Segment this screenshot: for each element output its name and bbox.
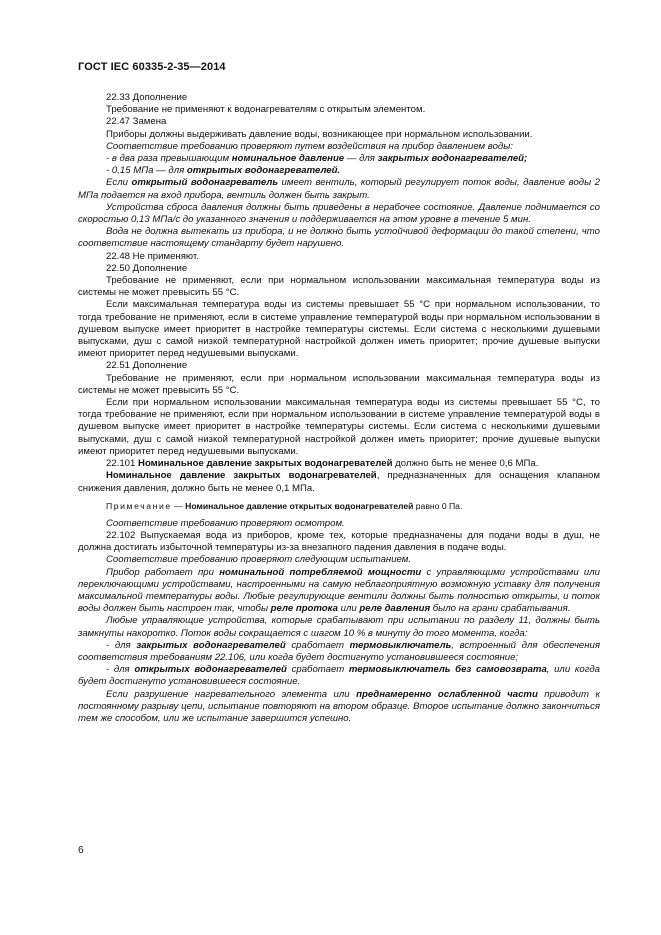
paragraph: Если максимальная температура воды из системы превышает 55 °С при нормальном использовании, то тогда требование не применяют, если в системе управление температурой воды при нормальном использовании в душевом выпуске имеет приоритет в настройке температуры системы. Если система с несколькими душевыми выпусками, душ с самой низкой температурной настройкой должен иметь приоритет; прочие душевые выпуски имеют приоритет перед недушевыми выпусками. [78, 299, 600, 360]
section-22-48-heading: 22.48 Не применяют. [106, 250, 199, 262]
section-22-102-text: 22.102 Выпускаемая вода из приборов, кроме тех, которые предназначены для подачи воды в душ, не должна достигать избыточной температуры из-за внезапного падения давления в подаче воды. [78, 529, 600, 554]
section-22-33-heading: 22.33 Дополнение [106, 92, 188, 103]
paragraph: Номинальное давление закрытых водонагревателей, предназначенных для оснащения клапаном снижения давления, должно быть не менее 0,1 МПа. [78, 470, 600, 494]
paragraph: Вода не должна вытекать из прибора, и не должно быть устойчивой деформации до такой степени, что соответствие настоящему стандарту будет нарушено. [78, 226, 600, 250]
paragraph: Соответствие требованию проверяют осмотром. [106, 517, 345, 529]
section-22-51-text: Требование не применяют, если при нормальном использовании максимальная температура воды из системы не может превысить 55 °С. [78, 372, 600, 396]
list-item: - для закрытых водонагревателей сработает термовыключатель, встроенный для обеспечения соответствия требованиям 22.106, или когда будет достигнуто установившееся состояние; [78, 639, 601, 663]
list-item: - 0,15 МПа — для открытых водонагревателей. [106, 165, 341, 177]
section-22-33-text: Требование не применяют к водонагревателям с открытым элементом. [106, 104, 426, 116]
paragraph: Любые управляющие устройства, которые срабатывают при испытании по разделу 11, должны быть замкнуты накоротко. Поток воды сокращается с шагом 10 % в минуту до того момента, когда: [78, 615, 600, 639]
page-number: 6 [78, 845, 84, 856]
paragraph: Если открытый водонагреватель имеет вентиль, который регулирует поток воды, давление воды 2 МПа подается на вход прибора, вентиль должен быть закрыт. [78, 177, 600, 201]
section-22-47-text: Приборы должны выдерживать давление воды, возникающее при нормальном использовании. [106, 128, 533, 140]
list-item: - для открытых водонагревателей сработает термовыключатель без самовозврата, или когда будет достигнуто установившееся состояние. [78, 664, 600, 688]
document-body [78, 92, 600, 725]
section-22-50-text: Требование не применяют, если при нормальном использовании максимальная температура воды из системы не может превысить 55 °С. [78, 275, 600, 299]
paragraph: Прибор работает при номинальной потребляемой мощности с управляющими устройствами или переключающими устройствами, настроенными на самую неблагоприятную возможную уставку для получения максимальной температуры воды. Любые регулирующие вентили должны быть полностью открыты, и поток воды должен быть настроен так, чтобы реле протока или реле давления было на грани срабатывания. [78, 566, 601, 615]
paragraph: Если при нормальном использовании максимальная температура воды из системы превышает 55 °С, то тогда требование не применяют, если при нормальном использовании в системе управление температурой воды в душевом выпуске имеет приоритет в настройке температуры системы. Если система с несколькими душевыми выпусками, душ с самой низкой температурной настройкой должен иметь приоритет; прочие душевые выпуски имеют приоритет перед недушевыми выпусками. [78, 397, 600, 457]
note: Примечание — Номинальное давление открытых водонагревателей равно 0 Па. [106, 500, 463, 511]
list-item: - в два раза превышающим номинальное давление — для закрытых водонагревателей; [106, 153, 528, 165]
section-22-101-text: 22.101 Номинальное давление закрытых водонагревателей должно быть не менее 0,6 МПа. [106, 458, 539, 470]
document-header: ГОСТ IEC 60335-2-35—2014 [78, 61, 226, 73]
section-22-47-check: Соответствие требованию проверяют путем воздействия на прибор давлением воды: [106, 140, 513, 152]
paragraph: Соответствие требованию проверяют следующим испытанием. [106, 554, 412, 566]
section-22-50-heading: 22.50 Дополнение [106, 262, 188, 274]
section-22-51-heading: 22.51 Дополнение [106, 360, 188, 372]
paragraph: Если разрушение нагревательного элемента или преднамеренно ослабленной части приводит к постоянному разрыву цепи, испытание повторяют на втором образце. Второе испытание должно закончиться тем же способом, или же испытание завершится успешно. [78, 688, 601, 724]
section-22-47-heading: 22.47 Замена [106, 116, 167, 128]
paragraph: Устройства сброса давления должны быть приведены в нерабочее состояние. Давление поднимается со скоростью 0,13 МПа/с до указанного значения и поддерживается на этом уровне в течение 5 мин. [78, 201, 600, 226]
